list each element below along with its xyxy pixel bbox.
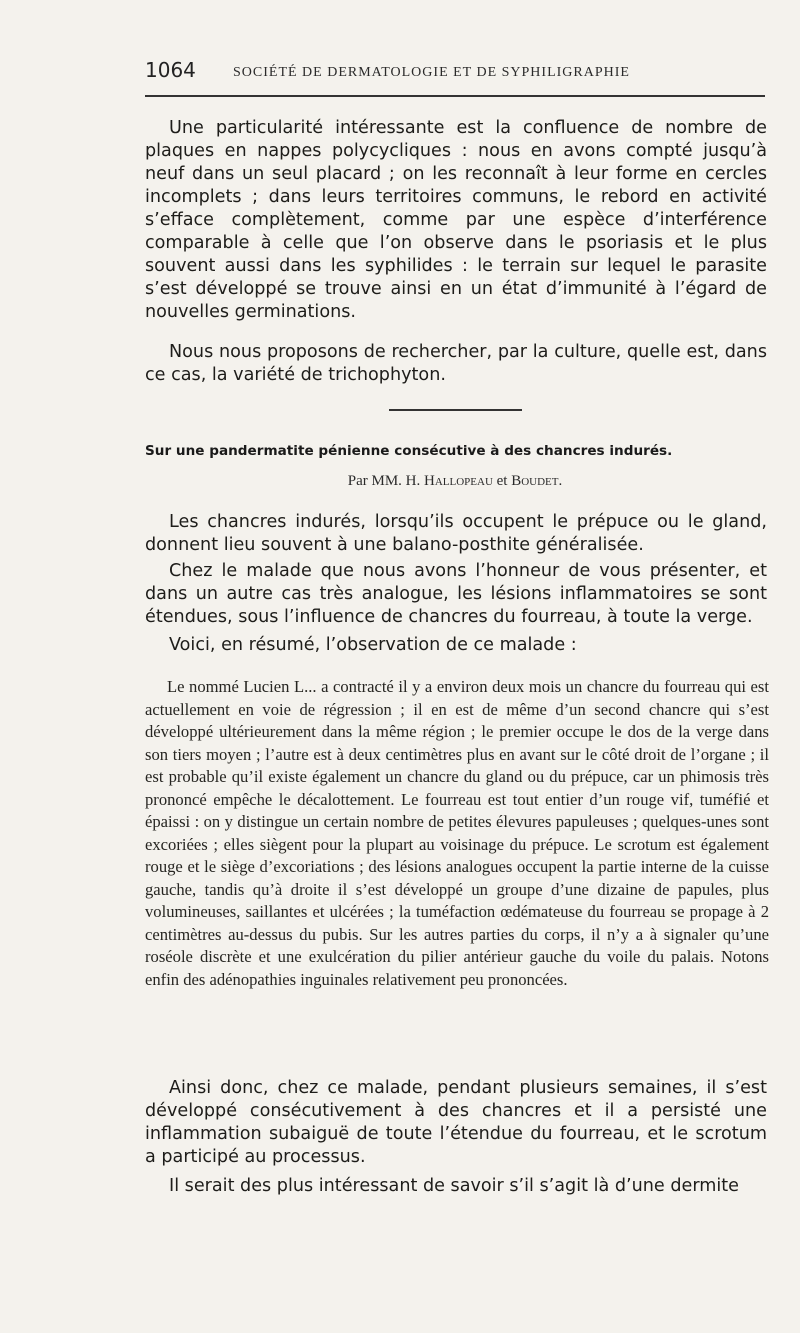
running-head: SOCIÉTÉ DE DERMATOLOGIE ET DE SYPHILIGRAPHIE bbox=[233, 65, 630, 80]
paragraph-ainsi: Ainsi donc, chez ce malade, pendant plusieurs semaines, il s’est développé consécutivement à des chancres et il a persisté une inflammation subaiguë de toute l’étendue du fourreau, et le scrotum a participé au processus. bbox=[145, 1078, 767, 1167]
page-header bbox=[145, 58, 765, 88]
header-rule bbox=[145, 95, 765, 97]
byline-joiner: et bbox=[496, 473, 508, 489]
paragraph-resume: Voici, en résumé, l’observation de ce malade : bbox=[169, 635, 577, 655]
author-boudet: Boudet. bbox=[511, 473, 563, 489]
paragraph-dermite: Il serait des plus intéressant de savoir s’il s’agit là d’une dermite bbox=[169, 1176, 740, 1196]
observation-text: Le nommé Lucien L... a contracté il y a environ deux mois un chancre du fourreau qui est actuellement en voie de régression ; il en est de même d’un second chancre qui s’est développé ultérieurement dans la même région ; le premier occupe le dos de la verge dans son tiers moyen ; l’autre est à deux centimètres plus en avant sur le côté droit de l’organe ; il est probable qu’il existe également un chancre du gland ou du prépuce, car un phimosis très prononcé empêche le décalottement. Le fourreau est tout entier d’un rouge vif, tuméfié et épaissi : on y distingue un certain nombre de petites élevures papuleuses ; quelques-unes sont excoriées ; elles siègent pour la plupart au voisinage du prépuce. Le scrotum est également rouge et le siège d’excoriations ; des lésions analogues occupent la partie interne de la cuisse gauche, tandis qu’à droite il s’est développé un groupe d’une dizaine de papules, plus volumineuses, saillantes et ulcérées ; la tuméfaction œdémateuse du fourreau se propage à 2 centimètres au-dessus du pubis. Sur les autres parties du corps, il n’y a à signaler qu’une roséole discrète et une exulcération du pilier antérieur gauche du voile du palais. Notons enfin des adénopathies inguinales relativement peu prononcées. bbox=[145, 677, 769, 989]
section-separator bbox=[389, 409, 522, 411]
author-hallopeau: Hallopeau bbox=[424, 473, 493, 489]
byline-prefix: Par MM. H. bbox=[347, 473, 421, 489]
paragraph-confluence: Une particularité intéressante est la confluence de nombre de plaques en nappes polycycliques : nous en avons compté jusqu’à neuf dans un seul placard ; on les reconnaît à leur forme en cercles incomplets ; dans leurs territoires communs, le rebord en activité s’efface complètement, comme par une espèce d’interférence comparable à celle que l’on observe dans le psoriasis et le plus souvent aussi dans les syphilides : le terrain sur lequel le parasite s’est développé se trouve ainsi en un état d’immunité à l’égard de nouvelles germinations. bbox=[145, 118, 767, 322]
paragraph-malade: Chez le malade que nous avons l’honneur de vous présenter, et dans un autre cas très analogue, les lésions inflammatoires se sont étendues, sous l’influence de chancres du fourreau, à toute la verge. bbox=[145, 561, 767, 627]
paragraph-culture: Nous nous proposons de rechercher, par la culture, quelle est, dans ce cas, la variété de trichophyton. bbox=[145, 342, 767, 385]
page-number: 1064 bbox=[145, 58, 196, 82]
article-byline bbox=[145, 473, 765, 490]
paragraph-chancres: Les chancres indurés, lorsqu’ils occupent le prépuce ou le gland, donnent lieu souvent à une balano-posthite généralisée. bbox=[145, 512, 767, 555]
article-title: Sur une pandermatite pénienne consécutive à des chancres indurés. bbox=[145, 443, 673, 459]
